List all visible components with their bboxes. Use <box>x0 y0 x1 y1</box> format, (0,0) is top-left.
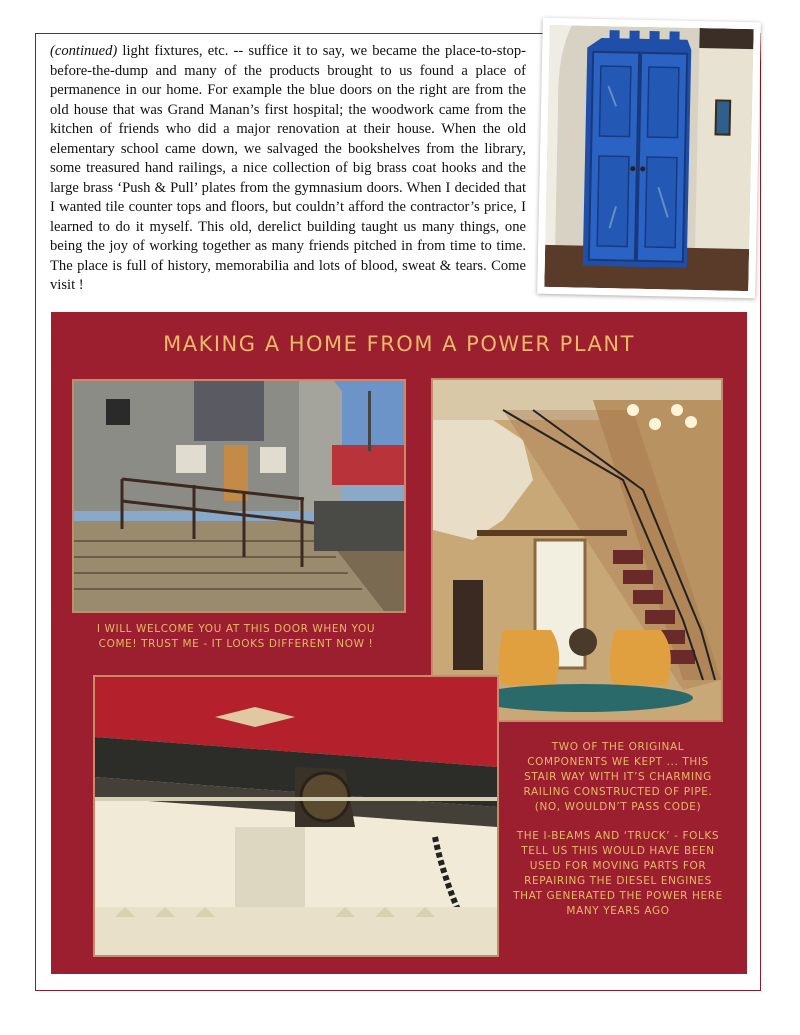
blue-door-photo-frame <box>537 18 761 299</box>
i-beam-caption: THE I-BEAMS AND ‘TRUCK’ - FOLKS TELL US THIS WOULD HAVE BEEN USED FOR MOVING PARTS FOR REPAIRING THE DIESEL ENGINES THAT GENERATED THE POWER HERE MANY YEARS AGO <box>513 830 723 917</box>
i-beam-photo <box>93 675 499 957</box>
stairway-photo <box>431 378 723 722</box>
continued-label: (continued) <box>50 43 118 59</box>
stairway-caption: TWO OF THE ORIGINAL COMPONENTS WE KEPT ... THIS STAIR WAY WITH IT’S CHARMING RAILING CONSTRUCTED OF PIPE. (NO, WOULDN’T PASS CODE) <box>523 741 713 813</box>
old-power-plant-photo <box>72 379 406 613</box>
power-plant-panel <box>51 312 747 974</box>
article-body <box>50 42 526 296</box>
article-text: light fixtures, etc. -- suffice it to say, we became the place-to-stop-before-the-dump and many of the products brought to us found a place of permanence in our home. For example the blue doors on the right are from the old house that was Grand Manan’s first hospital; the woodwork came from the kitchen of friends who did a major renovation at their house. When the old elementary school came down, we salvaged the bookshelves from the library, some treasured hand railings, a nice collection of big brass coat hooks and the large brass ‘Push & Pull’ plates from the gymnasium doors. When I decided that I wanted tile counter tops and floors, but couldn’t afford the contractor’s price, I learned to do it myself. This old, derelict building taught us many things, one being the joy of working together as many friends pitched in from time to time. The place is full of history, memorabilia and lots of blood, sweat & tears. Come visit ! <box>50 43 526 293</box>
components-caption <box>513 740 723 919</box>
door-caption: I WILL WELCOME YOU AT THIS DOOR WHEN YOU COME! TRUST ME - IT LOOKS DIFFERENT NOW ! <box>96 623 376 650</box>
panel-title: MAKING A HOME FROM A POWER PLANT <box>163 332 635 356</box>
blue-door-photo <box>544 25 753 291</box>
